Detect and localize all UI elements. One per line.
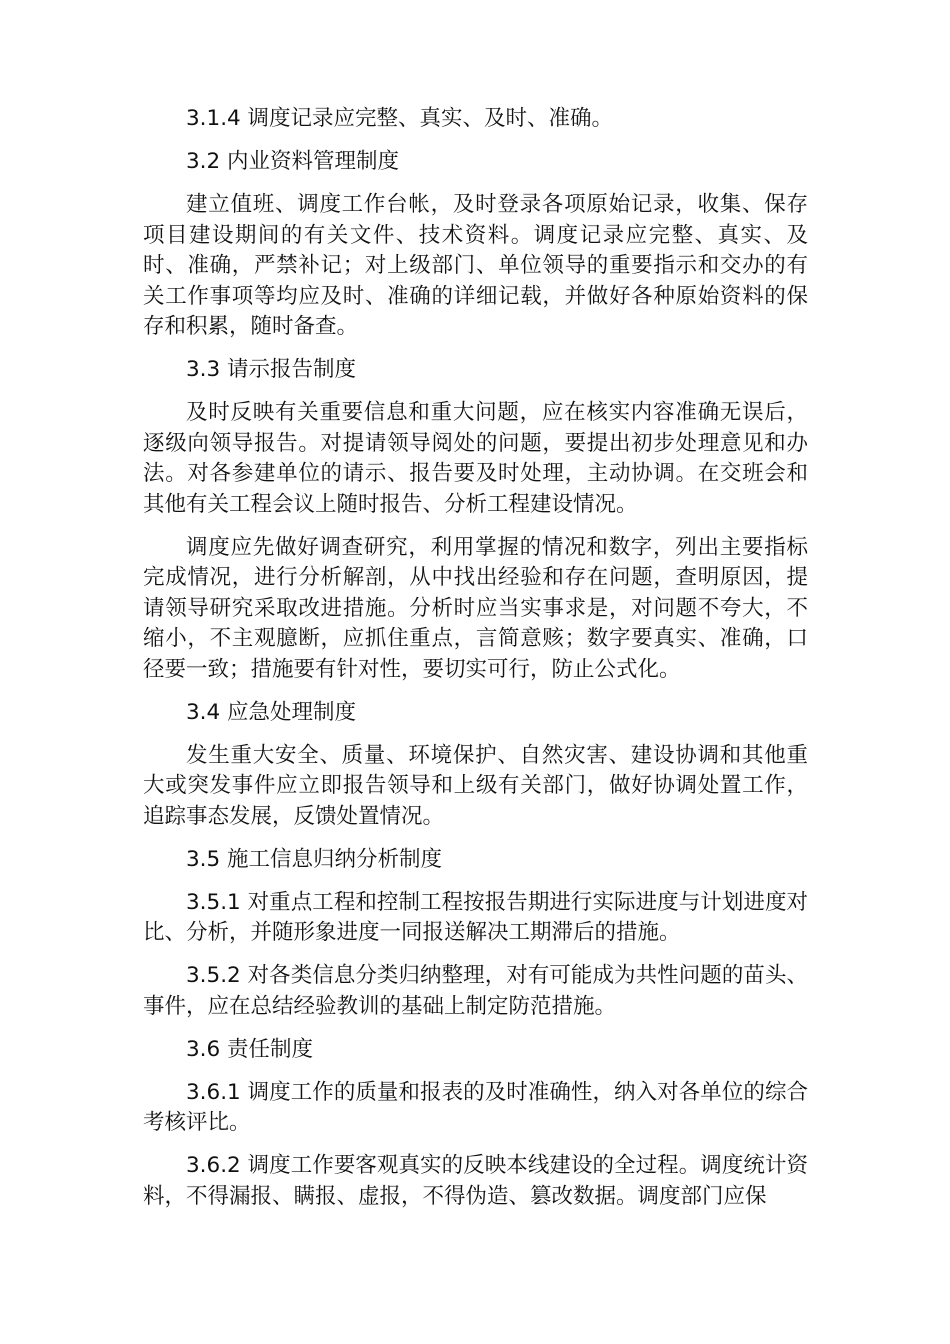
paragraph-3-4: 发生重大安全、质量、环境保护、自然灾害、建设协调和其他重大或突发事件应立即报告领导和上级有关部门，做好协调处置工作，追踪事态发展，反馈处置情况。 [143,742,808,829]
paragraph-3-6-1: 3.6.1 调度工作的质量和报表的及时准确性，纳入对各单位的综合考核评比。 [143,1079,808,1135]
document-page [143,104,808,1225]
paragraph-3-3-b: 调度应先做好调查研究，利用掌握的情况和数字，列出主要指标完成情况，进行分析解剖，从中找出经验和存在问题，查明原因，提请领导研究采取改进措施。分析时应当实事求是，对问题不夸大，不缩小，不主观臆断，应抓住重点，言简意赅；数字要真实、准确，口径要一致；措施要有针对性，要切实可行，防止公式化。 [143,534,808,682]
paragraph-3-1-4: 3.1.4 调度记录应完整、真实、及时、准确。 [186,106,614,131]
section-heading-3-5: 3.5 施工信息归纳分析制度 [186,846,443,872]
section-heading-3-6: 3.6 责任制度 [186,1036,314,1062]
paragraph-3-3-a: 及时反映有关重要信息和重大问题，应在核实内容准确无误后，逐级向领导报告。对提请领导阅处的问题，要提出初步处理意见和办法。对各参建单位的请示、报告要及时处理，主动协调。在交班会和其他有关工程会议上随时报告、分析工程建设情况。 [143,400,808,517]
paragraph-3-5-2: 3.5.2 对各类信息分类归纳整理，对有可能成为共性问题的苗头、事件，应在总结经验教训的基础上制定防范措施。 [143,963,808,1019]
section-heading-3-2: 3.2 内业资料管理制度 [186,149,400,174]
paragraph-3-5-1: 3.5.1 对重点工程和控制工程按报告期进行实际进度与计划进度对比、分析，并随形象进度一同报送解决工期滞后的措施。 [143,889,808,945]
section-heading-3-4: 3.4 应急处理制度 [186,699,357,725]
section-heading-3-3: 3.3 请示报告制度 [186,357,357,382]
paragraph-3-2: 建立值班、调度工作台帐，及时登录各项原始记录，收集、保存项目建设期间的有关文件、技术资料。调度记录应完整、真实、及时、准确，严禁补记；对上级部门、单位领导的重要指示和交办的有关工作事项等均应及时、准确的详细记载，并做好各种原始资料的保存和积累，随时备查。 [143,192,808,339]
paragraph-3-6-2: 3.6.2 调度工作要客观真实的反映本线建设的全过程。调度统计资料，不得漏报、瞒报、虚报，不得伪造、篡改数据。调度部门应保 [143,1153,808,1209]
